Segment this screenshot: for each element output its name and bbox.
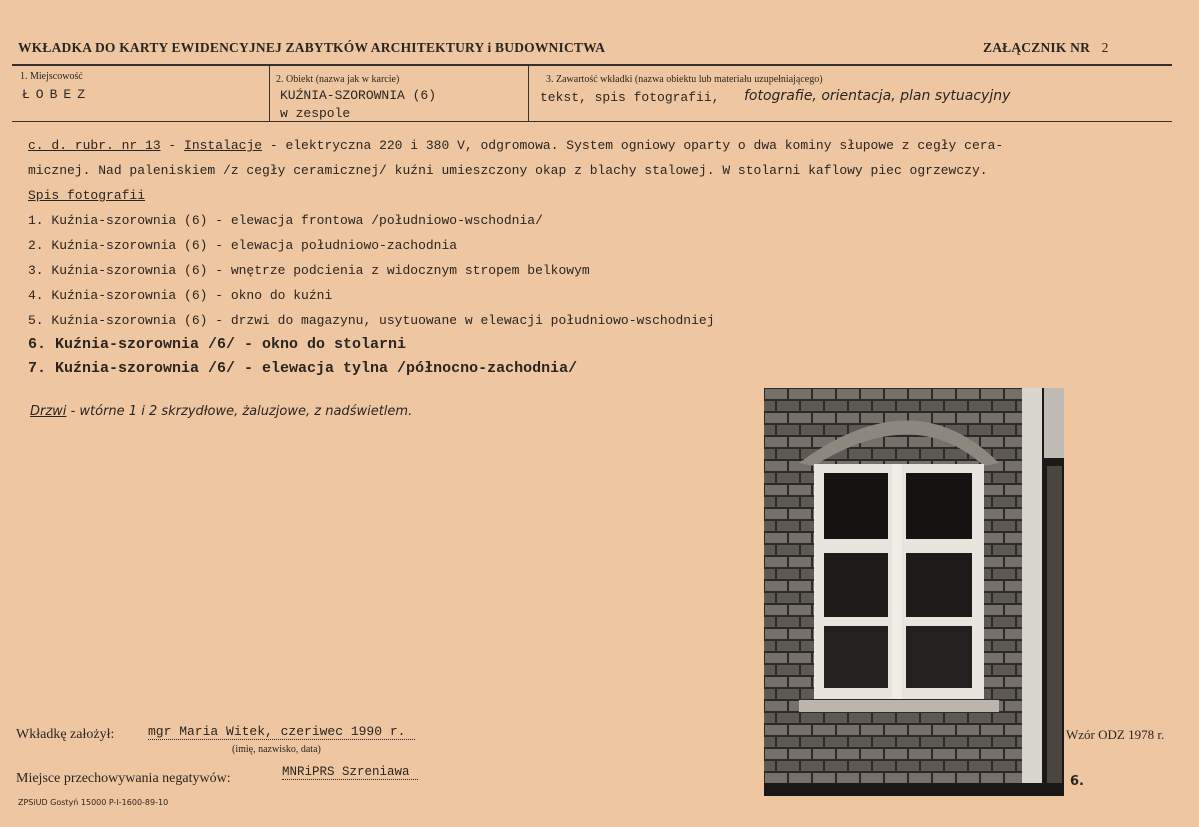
photo-item: 1. Kuźnia-szorownia (6) - elewacja frontowa /południowo-wschodnia/ bbox=[28, 213, 543, 228]
author-label: Wkładkę założył: bbox=[16, 727, 115, 742]
body-line-1: c. d. rubr. nr 13 - Instalacje - elektryczna 220 i 380 V, odgromowa. System ogniowy oparty o dwa kominy słupowe z cegły cera- bbox=[28, 138, 1004, 153]
rubric-ref: c. d. rubr. nr 13 bbox=[28, 138, 161, 153]
photo-list-heading: Spis fotografii bbox=[28, 188, 146, 203]
attachment-number: 2 bbox=[1101, 40, 1109, 55]
photo-item-bold: 6. Kuźnia-szorownia /6/ - okno do stolarni bbox=[28, 336, 407, 353]
photo-item: 5. Kuźnia-szorownia (6) - drzwi do magazynu, usytuowane w elewacji południowo-wschodniej bbox=[28, 313, 715, 328]
storage-value: MNRiPRS Szreniawa bbox=[282, 765, 418, 780]
storage-label: Miejsce przechowywania negatywów: bbox=[16, 771, 231, 786]
attachment-label: ZAŁĄCZNIK NR 2 bbox=[983, 40, 1109, 55]
window-photo-icon bbox=[764, 388, 1064, 796]
photo-item-bold: 7. Kuźnia-szorownia /6/ - elewacja tylna /północno-zachodnia/ bbox=[28, 360, 578, 377]
object-value: KUŹNIA-SZOROWNIA (6) bbox=[280, 88, 437, 103]
body-line-2: micznej. Nad paleniskiem /z cegły ceramicznej/ kuźni umieszczony okap z blachy stalowej. W stolarni kaflowy piec ogrzewczy. bbox=[28, 163, 988, 178]
locality-value: ŁOBEZ bbox=[22, 87, 92, 102]
divider-2 bbox=[528, 66, 529, 122]
window-photo bbox=[764, 388, 1064, 796]
photo-item: 2. Kuźnia-szorownia (6) - elewacja południowo-zachodnia bbox=[28, 238, 458, 253]
author-value: mgr Maria Witek, czeriwec 1990 r. bbox=[148, 724, 415, 740]
fields-rule bbox=[12, 121, 1172, 122]
divider-1 bbox=[269, 66, 270, 122]
photo-item: 3. Kuźnia-szorownia (6) - wnętrze podcienia z widocznym stropem belkowym bbox=[28, 263, 590, 278]
content-value-handwritten: fotografie, orientacja, plan sytuacyjny bbox=[744, 88, 1011, 104]
author-hint: (imię, nazwisko, data) bbox=[232, 744, 321, 755]
installations-label: Instalacje bbox=[184, 138, 263, 153]
content-label: 3. Zawartość wkładki (nazwa obiektu lub materiału uzupełniającego) bbox=[546, 74, 823, 85]
handwritten-note: Drzwi - wtórne 1 i 2 skrzydłowe, żaluzjowe, z nadświetlem. bbox=[30, 404, 413, 419]
installations-text: - elektryczna 220 i 380 V, odgromowa. System ogniowy oparty o dwa kominy słupowe z cegły cera- bbox=[262, 138, 1004, 153]
model-label: Wzór ODZ 1978 r. bbox=[1066, 727, 1165, 742]
photo-item: 4. Kuźnia-szorownia (6) - okno do kuźni bbox=[28, 288, 333, 303]
photo-number: 6. bbox=[1070, 774, 1084, 789]
object-label: 2. Obiekt (nazwa jak w karcie) bbox=[276, 74, 400, 85]
print-info: ZPSiUD Gostyń 15000 P-I-1600-89-10 bbox=[18, 798, 169, 807]
object-value-2: w zespole bbox=[280, 106, 351, 121]
header-rule bbox=[12, 64, 1172, 66]
locality-label: 1. Miejscowość bbox=[20, 71, 83, 82]
form-title: WKŁADKA DO KARTY EWIDENCYJNEJ ZABYTKÓW ARCHITEKTURY i BUDOWNICTWA bbox=[18, 40, 606, 55]
content-value-typed: tekst, spis fotografii, bbox=[540, 90, 720, 105]
